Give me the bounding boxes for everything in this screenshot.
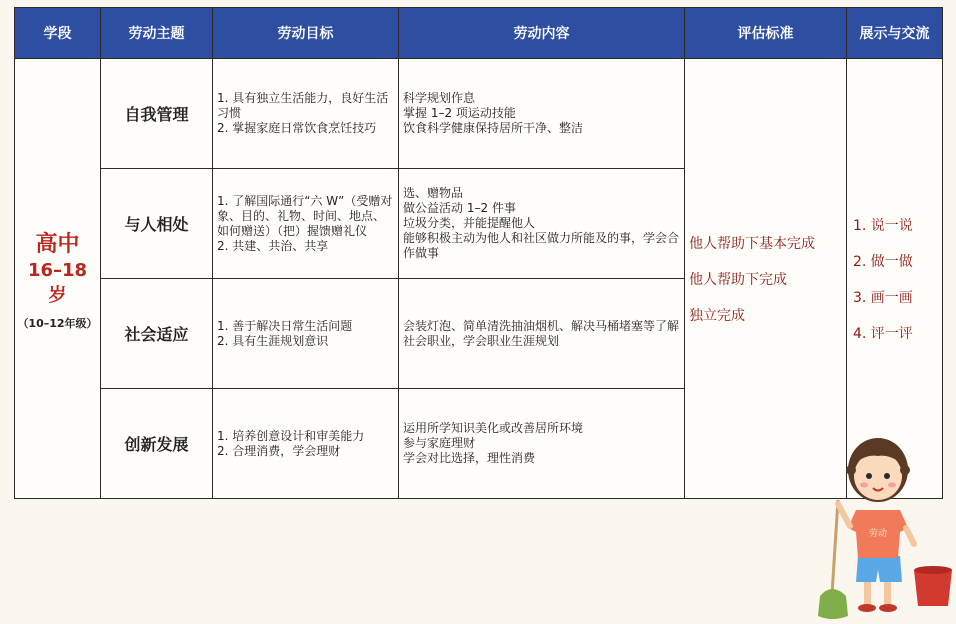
content-cell (399, 169, 685, 279)
content-line: 选、赠物品 (403, 186, 464, 200)
header-show: 展示与交流 (847, 8, 943, 59)
criteria-item: 他人帮助下完成 (689, 271, 787, 288)
goal-line: 2. 掌握家庭日常饮食烹饪技巧 (217, 121, 377, 135)
content-line: 学会对比选择，理性消费 (403, 451, 536, 465)
content-line: 掌握 1–2 项运动技能 (403, 106, 516, 120)
content-cell (399, 279, 685, 389)
header-theme: 劳动主题 (101, 8, 213, 59)
header-row (15, 8, 943, 59)
goal-line: 2. 共建、共治、共享 (217, 238, 329, 253)
labor-education-table (14, 7, 943, 499)
content-line: 做公益活动 1–2 件事 (403, 201, 516, 215)
stage-grades: （10–12年级） (17, 316, 98, 330)
goal-line: 1. 了解国际通行“六 W”（受赠对象、目的、礼物、时间、地点、如何赠送）（把）握馈赠礼仪 (217, 193, 393, 238)
content-line: 运用所学知识美化或改善居所环境 (403, 421, 584, 435)
criteria-item: 独立完成 (689, 307, 745, 324)
goal-line: 2. 合理消费，学会理财 (217, 443, 341, 458)
goal-line: 1. 培养创意设计和审美能力 (217, 428, 365, 443)
content-line: 垃圾分类，并能提醒他人 (403, 216, 536, 230)
goal-cell (213, 169, 399, 279)
content-cell (399, 389, 685, 499)
theme-cell: 与人相处 (101, 169, 213, 279)
header-criteria: 评估标准 (685, 8, 847, 59)
content-cell (399, 59, 685, 169)
theme-cell: 自我管理 (101, 59, 213, 169)
criteria-item: 他人帮助下基本完成 (689, 235, 815, 252)
content-line: 饮食科学健康保持居所干净、整洁 (403, 121, 584, 135)
goal-cell (213, 389, 399, 499)
content-line: 科学规划作息 (403, 91, 476, 105)
table-row (15, 59, 943, 169)
bucket-icon (914, 570, 952, 606)
goal-cell (213, 279, 399, 389)
header-content: 劳动内容 (399, 8, 685, 59)
stage-name: 高中 (35, 231, 80, 257)
goal-line: 2. 具有生涯规划意识 (217, 333, 329, 348)
theme-cell: 创新发展 (101, 389, 213, 499)
mop-icon (832, 500, 838, 594)
stage-ages: 16–18 岁 (27, 259, 88, 306)
header-stage: 学段 (15, 8, 101, 59)
goal-line: 1. 善于解决日常生活问题 (217, 318, 353, 333)
content-line: 会装灯泡、简单清洗抽油烟机、解决马桶堵塞等了解社会职业，学会职业生涯规划 (403, 318, 680, 348)
show-item: 3. 画一画 (853, 289, 913, 306)
content-line: 能够积极主动为他人和社区做力所能及的事，学会合作做事 (403, 231, 680, 260)
show-item: 2. 做一做 (853, 253, 913, 270)
show-item: 1. 说一说 (853, 217, 913, 234)
header-goal: 劳动目标 (213, 8, 399, 59)
shirt-label: 劳动 (868, 529, 888, 539)
show-item: 4. 评一评 (853, 325, 913, 342)
goal-cell (213, 59, 399, 169)
girl-with-mop-illustration (818, 418, 956, 624)
stage-cell (15, 59, 101, 499)
content-line: 参与家庭理财 (403, 436, 476, 450)
goal-line: 1. 具有独立生活能力，良好生活习惯 (217, 91, 389, 120)
theme-cell: 社会适应 (101, 279, 213, 389)
